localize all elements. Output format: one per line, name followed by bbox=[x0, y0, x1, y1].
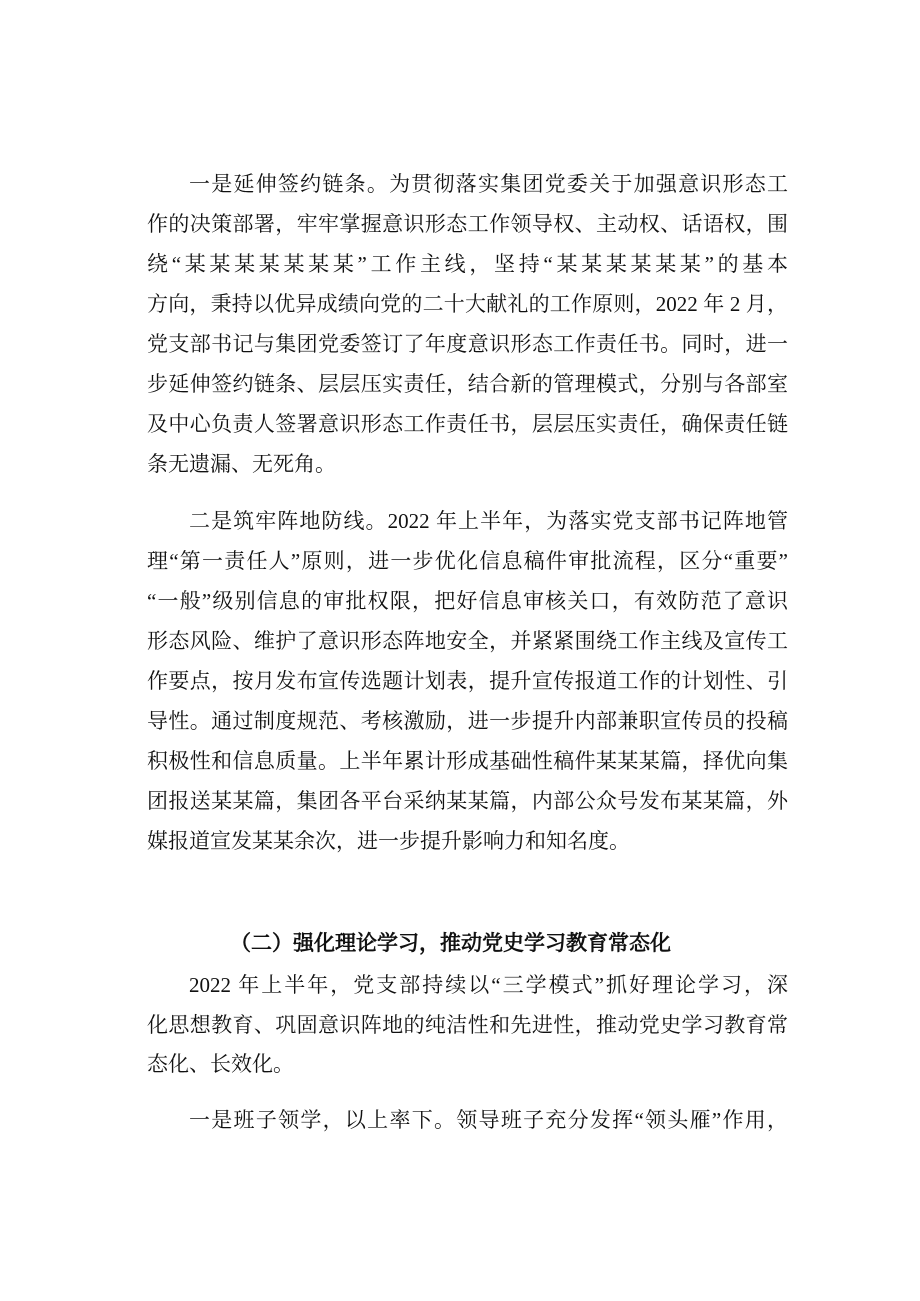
text-line: 态化、长效化。 bbox=[147, 1052, 294, 1076]
text-line: 化思想教育、巩固意识阵地的纯洁性和先进性，推动党史学习教育常 bbox=[147, 1013, 788, 1037]
text-line: 条无遗漏、无死角。 bbox=[147, 452, 336, 476]
text-line: 及中心负责人签署意识形态工作责任书，层层压实责任，确保责任链 bbox=[147, 412, 788, 436]
text-line: 团报送某某篇，集团各平台采纳某某篇，内部公众号发布某某篇，外 bbox=[147, 789, 788, 813]
text-line: 党支部书记与集团党委签订了年度意识形态工作责任书。同时，进一 bbox=[147, 332, 788, 356]
text-line: 作的决策部署，牢牢掌握意识形态工作领导权、主动权、话语权，围 bbox=[147, 212, 788, 236]
text-line: 2022 年上半年，党支部持续以“三学模式”抓好理论学习，深 bbox=[189, 973, 788, 997]
text-line: 方向，秉持以优异成绩向党的二十大献礼的工作原则，2022 年 2 月， bbox=[147, 292, 788, 316]
text-line: “一般”级别信息的审批权限，把好信息审核关口，有效防范了意识 bbox=[147, 589, 788, 613]
text-line: 一是班子领学，以上率下。领导班子充分发挥“领头雁”作用， bbox=[189, 1108, 788, 1132]
text-line: 一是延伸签约链条。为贯彻落实集团党委关于加强意识形态工 bbox=[189, 172, 788, 196]
text-line: 步延伸签约链条、层层压实责任，结合新的管理模式，分别与各部室 bbox=[147, 372, 788, 396]
text-line: 媒报道宣发某某余次，进一步提升影响力和知名度。 bbox=[147, 829, 630, 853]
text-line: 绕“某某某某某某某”工作主线，坚持“某某某某某某”的基本 bbox=[147, 252, 788, 276]
text-line: 形态风险、维护了意识形态阵地安全，并紧紧围绕工作主线及宣传工 bbox=[147, 629, 788, 653]
text-line: 理“第一责任人”原则，进一步优化信息稿件审批流程，区分“重要” bbox=[147, 549, 788, 573]
text-line: 积极性和信息质量。上半年累计形成基础性稿件某某某篇，择优向集 bbox=[147, 749, 788, 773]
section-heading: （二）强化理论学习，推动党史学习教育常态化 bbox=[230, 931, 671, 955]
text-line: 作要点，按月发布宣传选题计划表，提升宣传报道工作的计划性、引 bbox=[147, 669, 788, 693]
text-line: 导性。通过制度规范、考核激励，进一步提升内部兼职宣传员的投稿 bbox=[147, 709, 788, 733]
text-line: 二是筑牢阵地防线。2022 年上半年，为落实党支部书记阵地管 bbox=[189, 509, 788, 533]
